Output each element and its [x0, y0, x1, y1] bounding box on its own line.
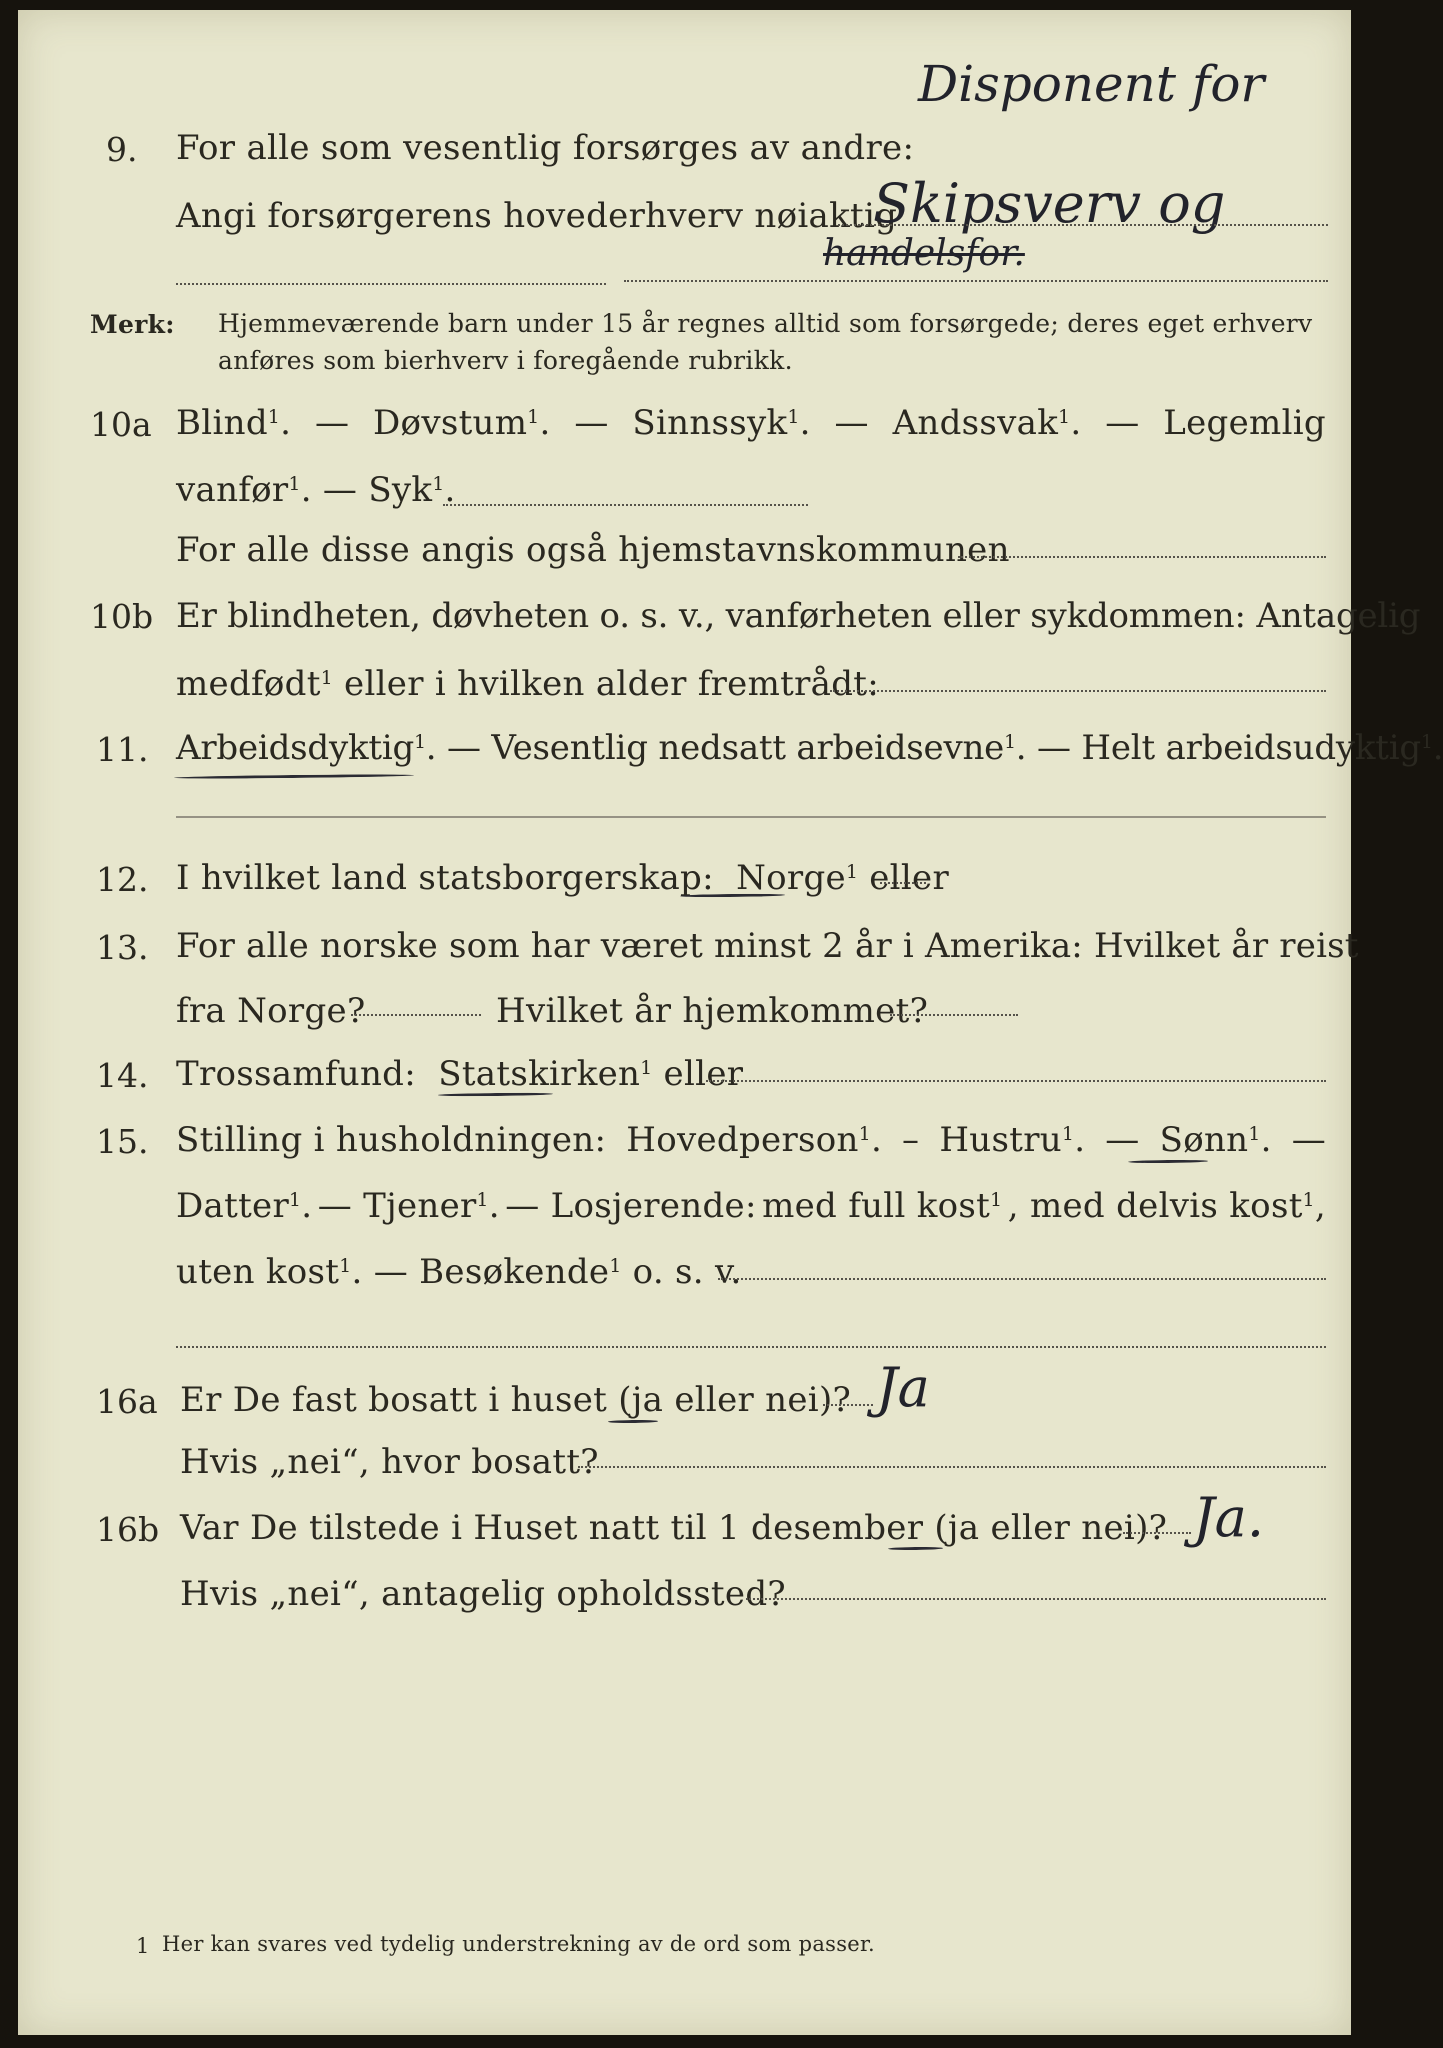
footnote-mark: 1 — [136, 1934, 150, 1958]
option-datter: Datter$^1$. — [176, 1186, 313, 1226]
q14-dotted-line — [706, 1080, 1326, 1082]
q10a-line3: For alle disse angis også hjemstavnskommunen — [176, 530, 1010, 570]
option-hovedperson: Hovedperson$^1$. — [626, 1120, 883, 1160]
q15-line2: Datter$^1$. — Tjener$^1$. — Losjerende: med full kost$^1$ , med delvis kost$^1$, — [176, 1186, 1326, 1226]
q9-dotted-line1 — [838, 224, 1328, 226]
q10b-dotted-line — [830, 690, 1326, 692]
footnote-text: Her kan svares ved tydelig understrekning av de ord som passer. — [162, 1932, 876, 1956]
q12-number: 12. — [96, 860, 149, 899]
handwritten-underline-statskirken — [438, 1092, 553, 1096]
handwritten-occupation-line2: Skipsverv og — [873, 172, 1226, 235]
separator-dash: — — [574, 403, 609, 443]
option-statskirken: Statskirken$^1$ — [438, 1054, 653, 1094]
q16a-number: 16a — [96, 1382, 158, 1421]
q16b-line2: Hvis „nei“, antagelig opholdssted? — [180, 1574, 786, 1614]
q9-line1: For alle som vesentlig forsørges av andre: — [176, 128, 915, 168]
q13-dotted-line1 — [351, 1014, 481, 1016]
q13-number: 13. — [96, 928, 149, 967]
option-andssvak: Andssvak$^1$. — [892, 403, 1082, 443]
option-legemlig: Legemlig — [1163, 403, 1326, 443]
q9-line2: Angi forsørgerens hovederhverv nøiaktig — [176, 196, 898, 236]
q9-dotted-line2 — [176, 283, 606, 285]
q10b-number: 10b — [90, 597, 154, 636]
q9-number: 9. — [106, 130, 138, 169]
separator-dash: — — [1105, 1120, 1140, 1160]
option-med-full-kost: med full kost$^1$ — [762, 1186, 1003, 1226]
q14-line: Trossamfund: Statskirken$^1$ eller — [176, 1054, 744, 1094]
handwritten-underline-ja-16b — [888, 1547, 943, 1551]
q10a-line2 — [176, 470, 456, 510]
separator-dash: — — [1105, 403, 1140, 443]
option-syk: Syk$^1$. — [368, 470, 456, 510]
q16a-dotted-line1 — [823, 1404, 873, 1406]
option-arbeidsdyktig: Arbeidsdyktig$^1$. — [176, 728, 437, 768]
q16a-line2: Hvis „nei“, hvor bosatt? — [180, 1442, 599, 1482]
q16b-dotted-line1 — [1123, 1532, 1191, 1534]
q16a-dotted-line2 — [578, 1466, 1326, 1468]
option-blind: Blind$^1$. — [176, 403, 292, 443]
option-uten-kost: uten kost$^1$. — [176, 1252, 363, 1292]
q16b-line1: Var De tilstede i Huset natt til 1 desember (ja eller nei)? — [180, 1508, 1168, 1548]
option-med-delvis-kost: , med delvis kost$^1$, — [1007, 1186, 1326, 1226]
q13-dotted-line2 — [890, 1014, 1018, 1016]
separator-dash: — — [1291, 1120, 1326, 1160]
option-vanfor: vanfør$^1$. — [176, 470, 312, 510]
option-helt-udyktig: — Helt arbeidsudyktig$^1$. — [1037, 728, 1443, 768]
q10b-line1: Er blindheten, døvheten o. s. v., vanførheten eller sykdommen: Antagelig — [176, 596, 1421, 636]
q12-line: I hvilket land statsborgerskap: Norge$^1$ eller — [176, 858, 950, 898]
census-form-page — [18, 10, 1443, 2035]
separator-dash: – — [902, 1120, 920, 1160]
separator-dash: — — [314, 403, 350, 443]
option-tjener: — Tjener$^1$. — [317, 1186, 500, 1226]
handwritten-underline-sonn — [1128, 1160, 1208, 1164]
q15-number: 15. — [96, 1122, 149, 1161]
handwritten-answer-16b: Ja. — [1193, 1486, 1265, 1549]
q15-line1: Stilling i husholdningen: Hovedperson$^1$. – Hustru$^1$. — Sønn$^1$. — — [176, 1120, 1326, 1160]
q13-line2b: Hvilket år hjemkommet? — [496, 991, 929, 1031]
option-norge: Norge$^1$ — [736, 858, 859, 898]
q11-line — [176, 728, 1443, 768]
q10a-dotted-line1 — [443, 504, 808, 506]
q9-dotted-line3 — [624, 280, 1328, 282]
handwritten-occupation-line1: Disponent for — [918, 55, 1265, 113]
option-sinnssyk: Sinnssyk$^1$. — [632, 403, 811, 443]
separator-dash: — — [322, 470, 358, 510]
q15-dotted-line1 — [718, 1278, 1326, 1280]
q13-line1: For alle norske som har været minst 2 år i Amerika: Hvilket år reist — [176, 926, 1359, 966]
option-besokende: — Besøkende$^1$ — [373, 1252, 622, 1292]
merk-line2: anføres som bierhverv i foregående rubrikk. — [218, 346, 793, 375]
q10a-number: 10a — [90, 405, 152, 444]
q15-dotted-line2 — [176, 1346, 1326, 1348]
q11-number: 11. — [96, 730, 149, 769]
handwritten-occupation-line3: handelsfor. — [823, 233, 1025, 274]
q16b-number: 16b — [96, 1510, 160, 1549]
q14-number: 14. — [96, 1056, 149, 1095]
option-vesentlig-nedsatt: — Vesentlig nedsatt arbeidsevne$^1$. — [446, 728, 1027, 768]
merk-line1: Hjemmeværende barn under 15 år regnes alltid som forsørgede; deres eget erhverv — [218, 309, 1313, 338]
handwritten-underline-arbeidsdyktig — [174, 774, 414, 780]
handwritten-answer-16a: Ja — [876, 1356, 930, 1419]
q16a-line1: Er De fast bosatt i huset (ja eller nei)? — [180, 1380, 852, 1420]
option-hustru: Hustru$^1$. — [939, 1120, 1086, 1160]
q11-answer-line — [176, 816, 1326, 818]
handwritten-underline-ja-16a — [608, 1420, 658, 1424]
q10a-dotted-line2 — [958, 556, 1326, 558]
q10a-line1 — [176, 403, 1326, 443]
q12-dotted-line — [880, 882, 926, 884]
q15-line3: uten kost$^1$. — Besøkende$^1$ o. s. v. — [176, 1252, 742, 1292]
option-dovstum: Døvstum$^1$. — [373, 403, 551, 443]
merk-label: Merk: — [90, 310, 175, 339]
option-sonn: Sønn$^1$. — [1159, 1120, 1272, 1160]
q13-line2a: fra Norge? — [176, 991, 366, 1031]
q10b-line2: medfødt$^1$ eller i hvilken alder fremtrådt: — [176, 664, 880, 704]
q16b-dotted-line2 — [746, 1598, 1326, 1600]
separator-dash: — — [834, 403, 869, 443]
